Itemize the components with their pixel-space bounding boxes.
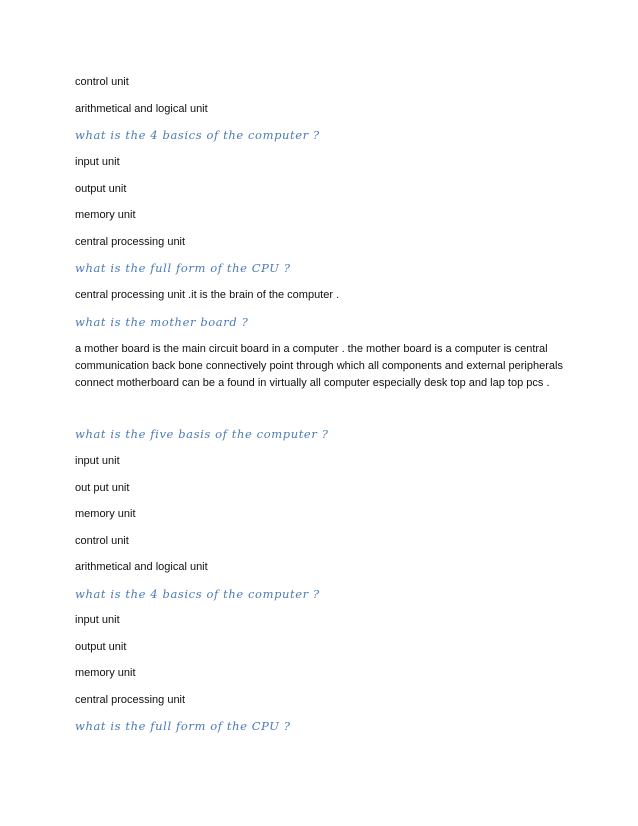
answer-line: output unit (75, 183, 127, 195)
paragraph-line: connect motherboard can be a found in virtually all computer especially desk top and lap top pcs . (75, 377, 550, 389)
question-heading: what is the full form of the CPU ? (75, 719, 291, 733)
answer-line: memory unit (75, 508, 136, 520)
answer-line: central processing unit (75, 236, 186, 248)
answer-line: input unit (75, 455, 120, 467)
answer-paragraph (75, 341, 565, 392)
question-heading: what is the full form of the CPU ? (75, 261, 291, 275)
question-heading: what is the 4 basics of the computer ? (75, 128, 320, 142)
paragraph-line: communication back bone connectively point through which all components and external peripherals (75, 360, 563, 372)
answer-line: input unit (75, 156, 120, 168)
text-line: arithmetical and logical unit (75, 103, 208, 115)
question-heading: what is the 4 basics of the computer ? (75, 587, 320, 601)
answer-line: memory unit (75, 667, 136, 679)
answer-line: output unit (75, 641, 127, 653)
answer-line: input unit (75, 614, 120, 626)
answer-line: control unit (75, 535, 129, 547)
answer-line: memory unit (75, 209, 136, 221)
question-heading: what is the five basis of the computer ? (75, 427, 329, 441)
answer-line: arithmetical and logical unit (75, 561, 208, 573)
text-line: control unit (75, 76, 129, 88)
answer-line: central processing unit (75, 694, 186, 706)
question-heading: what is the mother board ? (75, 315, 249, 329)
paragraph-line: a mother board is the main circuit board in a computer . the mother board is a computer is central (75, 343, 548, 355)
answer-line: central processing unit .it is the brain of the computer . (75, 289, 340, 301)
answer-line: out put unit (75, 482, 130, 494)
